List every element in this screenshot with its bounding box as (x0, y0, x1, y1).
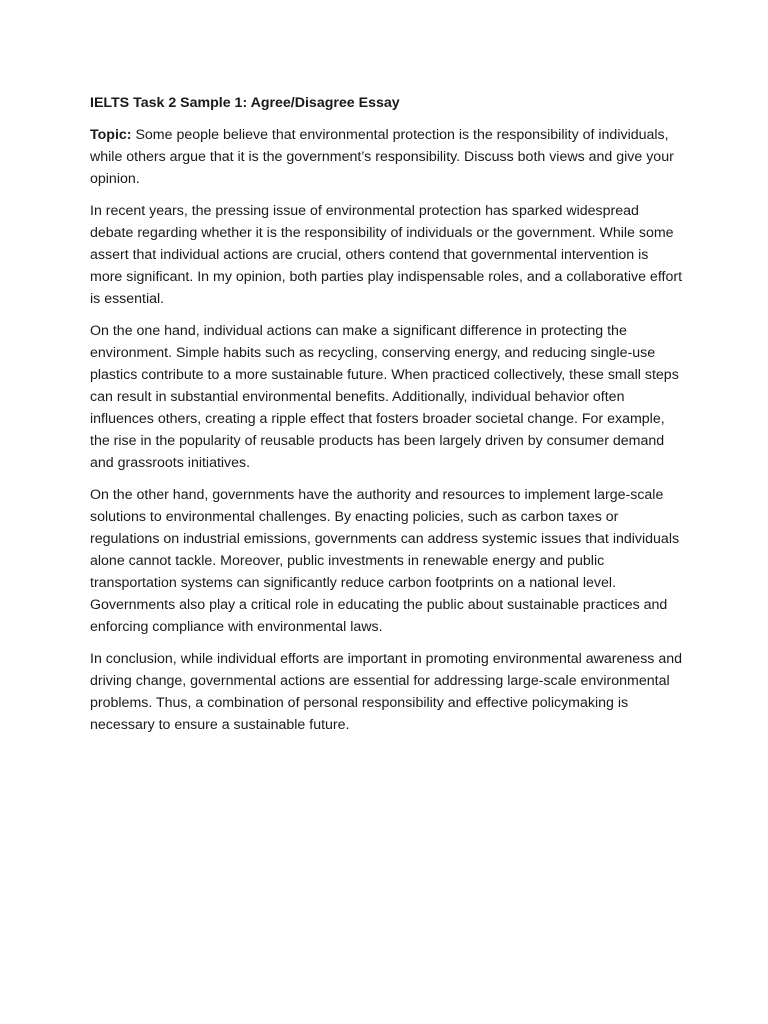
topic-text: Some people believe that environmental protection is the responsibility of individuals, while others argue that it is the government’s responsibility. Discuss both views and give your opinion. (90, 127, 674, 187)
essay-paragraph-governments: On the other hand, governments have the authority and resources to implement large-scale solutions to environmental challenges. By enacting policies, such as carbon taxes or regulations on industrial emissions, governments can address systemic issues that individuals alone cannot tackle. Moreover, public investments in renewable energy and public transportation systems can significantly reduce carbon footprints on a national level. Governments also play a critical role in educating the public about sustainable practices and enforcing compliance with environmental laws. (90, 487, 680, 635)
document-title: IELTS Task 2 Sample 1: Agree/Disagree Essay (90, 95, 400, 111)
topic-paragraph (90, 124, 682, 190)
document-content (90, 92, 682, 746)
essay-paragraph-intro: In recent years, the pressing issue of environmental protection has sparked widespread debate regarding whether it is the responsibility of individuals or the government. While some assert that individual actions are crucial, others contend that governmental intervention is more significant. In my opinion, both parties play indispensable roles, and a collaborative effort is essential. (90, 203, 683, 307)
essay-paragraph-individuals: On the one hand, individual actions can make a significant difference in protecting the environment. Simple habits such as recycling, conserving energy, and reducing single-use plastics contribute to a more sustainable future. When practiced collectively, these small steps can result in substantial environmental benefits. Additionally, individual behavior often influences others, creating a ripple effect that fosters broader societal change. For example, the rise in the popularity of reusable products has been largely driven by consumer demand and grassroots initiatives. (90, 323, 679, 471)
essay-paragraph-conclusion: In conclusion, while individual efforts are important in promoting environmental awareness and driving change, governmental actions are essential for addressing large-scale environmental problems. Thus, a combination of personal responsibility and effective policymaking is necessary to ensure a sustainable future. (90, 651, 682, 733)
topic-label: Topic: (90, 127, 132, 143)
